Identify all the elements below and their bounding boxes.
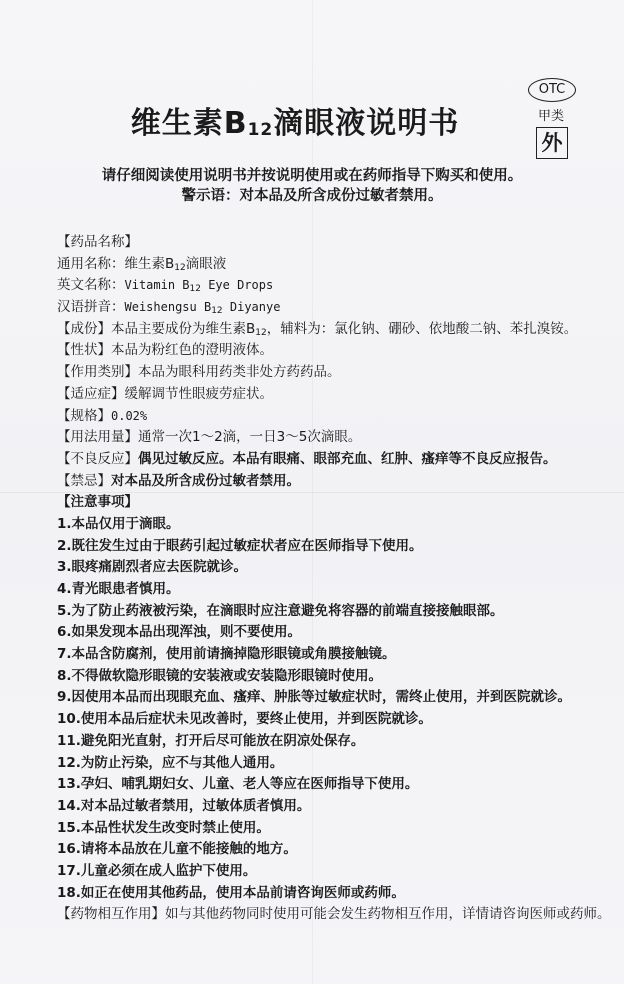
precaution-item: 2.既往发生过由于眼药引起过敏症状者应在医师指导下使用。 (57, 537, 423, 554)
generic-name-value: 维生素B (124, 255, 175, 272)
usage (57, 427, 594, 449)
adverse-heading: 【不良反应】 (57, 450, 138, 467)
composition-text: 本品主要成份为维生素B (111, 320, 256, 337)
spec-heading: 【规格】 (57, 407, 111, 424)
precaution-item: 16.请将本品放在儿童不能接触的地方。 (57, 841, 297, 858)
category-heading: 【作用类别】 (57, 364, 138, 381)
otc-class: 甲类 (537, 109, 564, 124)
title-text-end: 滴眼液说明书 (273, 106, 460, 141)
warning-line: 警示语：对本品及所含成份过敏者禁用。 (181, 188, 443, 204)
precaution-item: 9.因使用本品而出现眼充血、瘙痒、肿胀等过敏症状时，需终止使用，并到医院就诊。 (57, 689, 572, 706)
subscript: 12 (211, 306, 223, 317)
otc-label: OTC (528, 78, 576, 102)
contra-text: 对本品及所含成份过敏者禁用。 (111, 472, 300, 489)
english-name-value: Vitamin B (124, 278, 190, 293)
indication-text: 缓解调节性眼疲劳症状。 (124, 385, 273, 402)
precaution-item: 12.为防止污染，应不与其他人通用。 (57, 754, 284, 771)
subscript: 12 (174, 262, 186, 273)
pinyin-name-value: Weishengsu B (124, 300, 212, 315)
properties (57, 340, 594, 362)
pinyin-name-label: 汉语拼音： (57, 299, 125, 316)
precaution-item: 10.使用本品后症状未见改善时，要终止使用，并到医院就诊。 (57, 711, 432, 728)
properties-heading: 【性状】 (57, 342, 111, 359)
drug-interactions (57, 904, 611, 926)
generic-name-value-end: 滴眼液 (185, 255, 227, 272)
precaution-item: 4.青光眼患者慎用。 (57, 581, 180, 597)
precaution-item: 3.眼疼痛剧烈者应去医院就诊。 (57, 559, 248, 576)
precaution-item: 15.本品性状发生改变时禁止使用。 (57, 819, 270, 836)
precautions-heading: 【注意事项】 (57, 494, 138, 511)
composition (57, 319, 594, 341)
english-name-value-end: Eye Drops (200, 278, 274, 293)
usage-text: 通常一次1～2滴，一日3～5次滴眼。 (138, 429, 362, 446)
precaution-item: 17.儿童必须在成人监护下使用。 (57, 862, 257, 879)
generic-name-label: 通用名称： (57, 255, 125, 272)
properties-text: 本品为粉红色的澄明液体。 (111, 342, 273, 359)
precaution-item: 6.如果发现本品出现浑浊，则不要使用。 (57, 624, 302, 641)
interaction-heading: 【药物相互作用】 (57, 906, 165, 923)
precaution-item: 5.为了防止药液被污染，在滴眼时应注意避免将容器的前端直接接触眼部。 (57, 602, 504, 619)
category (57, 362, 594, 384)
drug-name-heading: 【药品名称】 (57, 234, 138, 250)
pinyin-name (57, 297, 594, 319)
contra-heading: 【禁忌】 (57, 472, 111, 489)
document-body (57, 232, 611, 926)
pinyin-name-value-end: Diyanye (222, 300, 281, 315)
english-name-label: 英文名称： (57, 277, 125, 294)
generic-name (57, 254, 594, 276)
page-title (0, 98, 590, 142)
title-text: 维生素B (130, 106, 248, 141)
precaution-item: 7.本品含防腐剂，使用前请摘掉隐形眼镜或角膜接触镜。 (57, 646, 396, 663)
adverse-text: 偶见过敏反应。本品有眼痛、眼部充血、红肿、瘙痒等不良反应报告。 (138, 450, 557, 467)
interaction-text: 如与其他药物同时使用可能会发生药物相互作用，详情请咨询医师或药师。 (165, 906, 611, 923)
category-text: 本品为眼科用药类非处方药药品。 (138, 364, 341, 381)
specification (57, 406, 594, 428)
subscript: 12 (189, 284, 201, 295)
notice-line-1: 请仔细阅读使用说明书并按说明使用或在药师指导下购买和使用。 (101, 168, 523, 184)
precaution-item: 13.孕妇、哺乳期妇女、儿童、老人等应在医师指导下使用。 (57, 776, 419, 793)
indication-heading: 【适应症】 (57, 385, 125, 402)
precaution-item: 18.如正在使用其他药品，使用本品前请咨询医师或药师。 (57, 884, 405, 901)
usage-heading: 【用法用量】 (57, 429, 138, 446)
english-name (57, 275, 594, 297)
precaution-item: 8.不得做软隐形眼镜的安装液或安装隐形眼镜时使用。 (57, 667, 383, 684)
precaution-item: 1.本品仅用于滴眼。 (57, 515, 180, 532)
subscript: 12 (255, 327, 267, 338)
precaution-item: 14.对本品过敏者禁用，过敏体质者慎用。 (57, 797, 311, 814)
composition-heading: 【成份】 (57, 320, 111, 337)
external-use-mark: 外 (536, 127, 568, 159)
precautions-list (57, 514, 594, 904)
title-subscript: 12 (247, 120, 274, 140)
precaution-item: 11.避免阳光直射，打开后尽可能放在阴凉处保存。 (57, 732, 365, 749)
composition-text-end: ，辅料为：氯化钠、硼砂、依地酸二钠、苯扎溴铵。 (266, 320, 578, 337)
indication (57, 384, 594, 406)
spec-text: 0.02% (111, 408, 148, 423)
adverse-reactions (57, 449, 594, 471)
contraindications (57, 471, 594, 493)
